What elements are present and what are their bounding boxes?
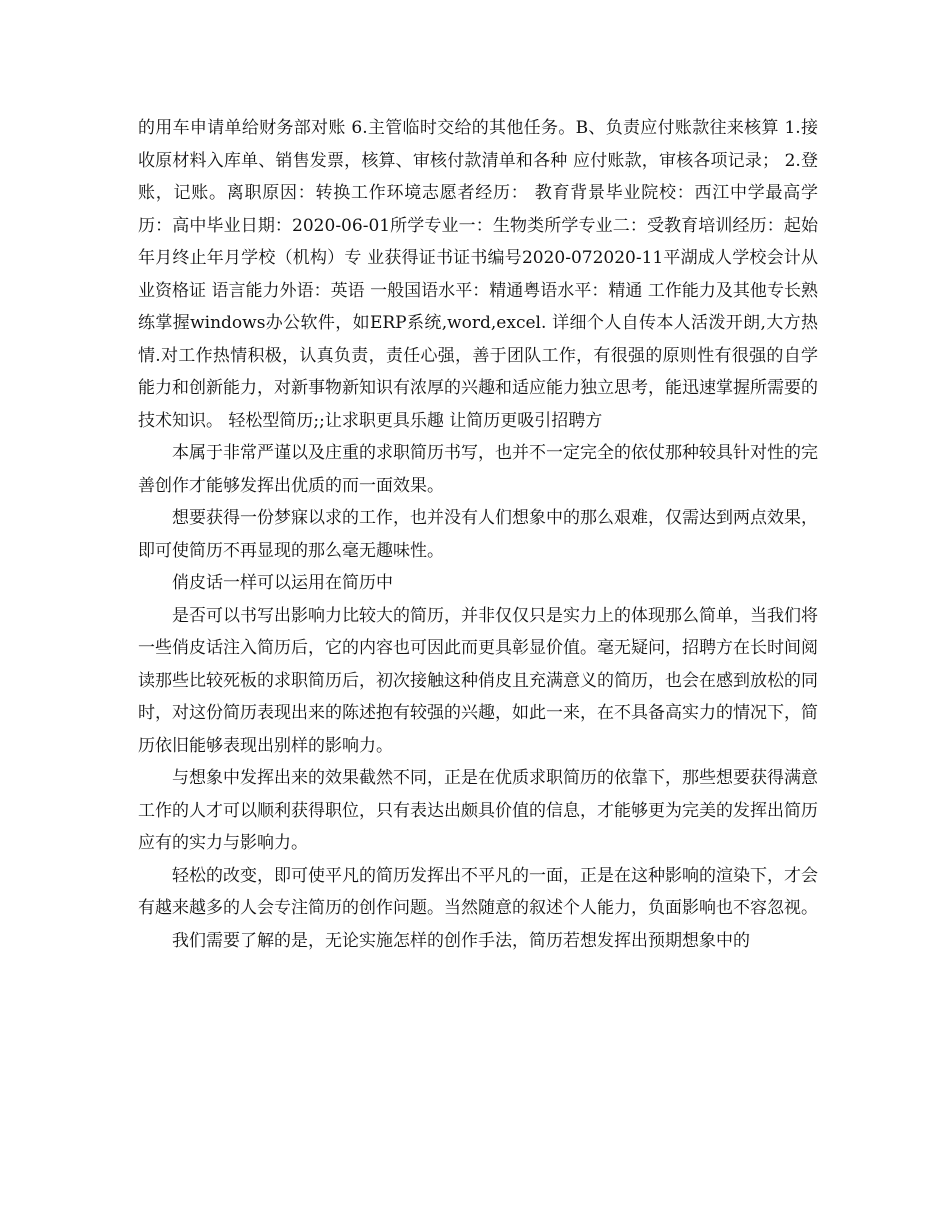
paragraph-resume-details: 的用车申请单给财务部对账 6.主管临时交给的其他任务。B、负责应付账款往来核算 1.接收原材料入库单、销售发票，核算、审核付款清单和各种 应付账款，审核各项记录； 2.登账，记账。离职原因：转换工作环境志愿者经历： 教育背景毕业院校：西江中学最高学历：高中毕业日期：2020-06-01所学专业一：生物类所学专业二：受教育培训经历：起始年月终止年月学校（机构）专 业获得证书证书编号2020-072020-11平湖成人学校会计从业资格证 语言能力外语：英语 一般国语水平：精通粤语水平：精通 工作能力及其他专长熟练掌握windows办公软件，如ERP系统,word,excel. 详细个人自传本人活泼开朗,大方热情.对工作热情积极，认真负责，责任心强，善于团队工作，有很强的原则性有很强的自学能力和创新能力，对新事物新知识有浓厚的兴趣和适应能力独立思考，能迅速掌握所需要的技术知识。 轻松型简历;;让求职更具乐趣 让简历更吸引招聘方 — [138, 118, 818, 431]
paragraph-conclusion: 我们需要了解的是，无论实施怎样的创作手法，简历若想发挥出预期想象中的 — [172, 930, 750, 951]
paragraph-heading-witty-words: 俏皮话一样可以运用在简历中 — [172, 573, 393, 593]
paragraph-effect: 与想象中发挥出来的效果截然不同，正是在优质求职简历的依靠下，那些想要获得满意工作的人才可以顺利获得职位，只有表达出颇具价值的信息，才能够更为完美的发挥出简历应有的实力与影响力。 — [138, 768, 818, 853]
paragraph-dream-job: 想要获得一份梦寐以求的工作，也并没有人们想象中的那么艰难，仅需达到两点效果，即可使简历不再显现的那么毫无趣味性。 — [138, 508, 818, 561]
paragraph-influence: 是否可以书写出影响力比较大的简历，并非仅仅只是实力上的体现那么简单，当我们将一些俏皮话注入简历后，它的内容也可因此而更具彰显价值。毫无疑问，招聘方在长时间阅读那些比较死板的求职简历后，初次接触这种俏皮且充满意义的简历，也会在感到放松的同时，对这份简历表现出来的陈述抱有较强的兴趣，如此一来，在不具备高实力的情况下，简历依旧能够表现出别样的影响力。 — [138, 605, 818, 756]
paragraph-intro: 本属于非常严谨以及庄重的求职简历书写，也并不一定完全的依仗那种较具针对性的完善创作才能够发挥出优质的而一面效果。 — [138, 443, 818, 496]
paragraph-easy-change: 轻松的改变，即可使平凡的简历发挥出不平凡的一面，正是在这种影响的渲染下，才会有越来越多的人会专注简历的创作问题。当然随意的叙述个人能力，负面影响也不容忽视。 — [138, 865, 818, 918]
document-body — [138, 112, 818, 957]
